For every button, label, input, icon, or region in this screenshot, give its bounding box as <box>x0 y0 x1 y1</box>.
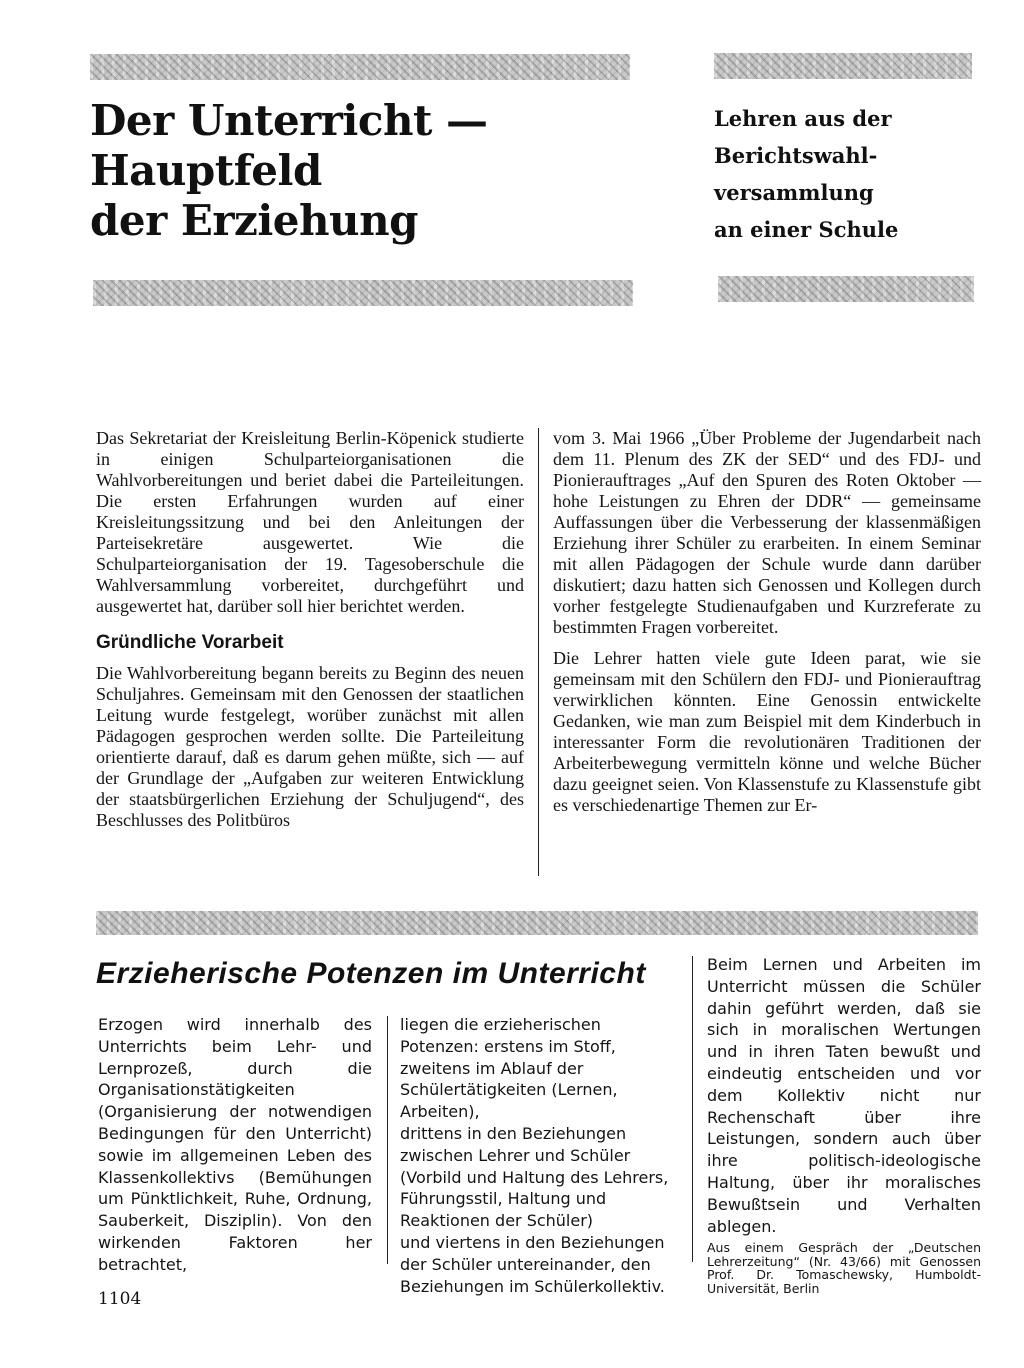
article-column-right <box>553 428 981 816</box>
title-line-2: Hauptfeld <box>90 146 322 195</box>
box-column-2 <box>400 1014 676 1297</box>
right-paragraph-2: Die Lehrer hatten viele gute Ideen parat, wie sie gemeinsam mit den Schülern den FDJ- und Pionierauftrag verwirklichen könnten. Eine Genossin entwickelte Gedanken, wie man zum Beispiel mit dem Kinderbuch in interessanter Form die revolutionären Traditionen der Arbeiterbewegung vermitteln könne und welche Bücher dazu geeignet seien. Von Klassenstufe zu Klassenstufe gibt es verschiedenartige Themen zur Er- <box>553 648 981 815</box>
box-top-band <box>96 911 978 935</box>
header-band-left-top <box>90 54 630 80</box>
box-column-2-line-4: und viertens in den Beziehungen der Schüler untereinander, den Beziehungen im Schülerkollektiv. <box>400 1232 665 1296</box>
box-column-1-text: Erzogen wird innerhalb des Unterrichts beim Lehr- und Lernprozeß, durch die Organisationstätigkeiten (Organisierung der notwendigen Bedingungen für den Unterricht) sowie im allgemeinen Leben des Klassenkollektivs (Bemühungen um Pünktlichkeit, Ruhe, Ordnung, Sauberkeit, Disziplin). Von den wirkenden Faktoren her betrachtet, <box>98 1015 372 1274</box>
box-column-2-line-3: drittens in den Beziehungen zwischen Lehrer und Schüler (Vorbild und Haltung des Lehrers, Führungsstil, Haltung und Reaktionen der Schüler) <box>400 1123 669 1231</box>
box-column-2-line-1: liegen die erzieherischen Potenzen: erstens im Stoff, <box>400 1015 616 1056</box>
header-band-right-bottom <box>718 276 974 302</box>
right-paragraph-1: vom 3. Mai 1966 „Über Probleme der Jugendarbeit nach dem 11. Plenum des ZK der SED“ und des FDJ- und Pionierauftrages „Auf den Spuren des Roten Oktober — hohe Leistungen zu Ehren der DDR“ — gemeinsame Auffassungen über die Verbesserung der klassenmäßigen Erziehung ihrer Schüler zu erarbeiten. In einem Seminar mit allen Pädagogen der Schule wurde dann darüber diskutiert; dazu hatten sich Genossen und Kollegen durch vorher festgelegte Studienaufgaben und Kurzreferate zu bestimmten Fragen vorbereitet. <box>553 428 981 637</box>
intro-paragraph: Das Sekretariat der Kreisleitung Berlin-Köpenick studierte in einigen Schulparteiorganisationen die Wahlvorbereitungen und beriet dabei die Parteileitungen. Die ersten Erfahrungen wurden auf einer Kreisleitungssitzung und bei den Anleitungen der Parteisekretäre ausgewertet. Wie die Schulparteiorganisation der 19. Tagesoberschule die Wahlversammlung vorbereitet, durchgeführt und ausgewertet hat, darüber soll hier berichtet werden. <box>96 428 524 616</box>
subtitle-line-1: Lehren aus der <box>714 106 892 131</box>
box-column-3 <box>707 954 981 1295</box>
box-divider-2 <box>692 956 693 1262</box>
box-column-2-line-2: zweitens im Ablauf der Schülertätigkeiten (Lernen, Arbeiten), <box>400 1058 618 1122</box>
page-title <box>90 96 530 246</box>
subtitle <box>714 100 974 248</box>
header-band-left-bottom <box>93 280 633 306</box>
subtitle-line-4: an einer Schule <box>714 217 899 242</box>
title-line-1: Der Unterricht — <box>90 96 488 145</box>
box-column-3-text: Beim Lernen und Arbeiten im Unterricht müssen die Schüler dahin geführt werden, daß sie sich in moralischen Wertungen und in ihren Taten bewußt und eindeutig entscheiden und vor dem Kollektiv nicht nur Rechenschaft über ihre Leistungen, sondern auch über ihre politisch-ideologische Haltung, über ihr moralisches Bewußtsein und Verhalten ablegen. <box>707 955 981 1236</box>
subtitle-line-3: versammlung <box>714 180 874 205</box>
section-heading: Gründliche Vorarbeit <box>96 632 284 653</box>
box-title: Erzieherische Potenzen im Unterricht <box>96 957 646 990</box>
column-divider <box>538 428 539 876</box>
page-number: 1104 <box>98 1289 142 1309</box>
box-column-1 <box>98 1014 372 1276</box>
source-note: Aus einem Gespräch der „Deutschen Lehrerzeitung“ (Nr. 43/66) mit Genossen Prof. Dr. Tomaschewsky, Humboldt-Universität, Berlin <box>707 1240 981 1296</box>
header-band-right-top <box>714 53 972 79</box>
section-paragraph: Die Wahlvorbereitung begann bereits zu Beginn des neuen Schuljahres. Gemeinsam mit den Genossen der staatlichen Leitung wurde festgelegt, worüber zunächst mit allen Pädagogen gesprochen werden sollte. Die Parteileitung orientierte darauf, daß es darum gehen müßte, sich — auf der Grundlage der „Aufgaben zur weiteren Entwicklung der staatsbürgerlichen Erziehung der Schuljugend“, des Beschlusses des Politbüros <box>96 663 524 830</box>
box-divider-1 <box>387 1016 388 1264</box>
subtitle-line-2: Berichtswahl- <box>714 143 878 168</box>
article-column-left <box>96 428 524 831</box>
title-line-3: der Erziehung <box>90 196 418 245</box>
